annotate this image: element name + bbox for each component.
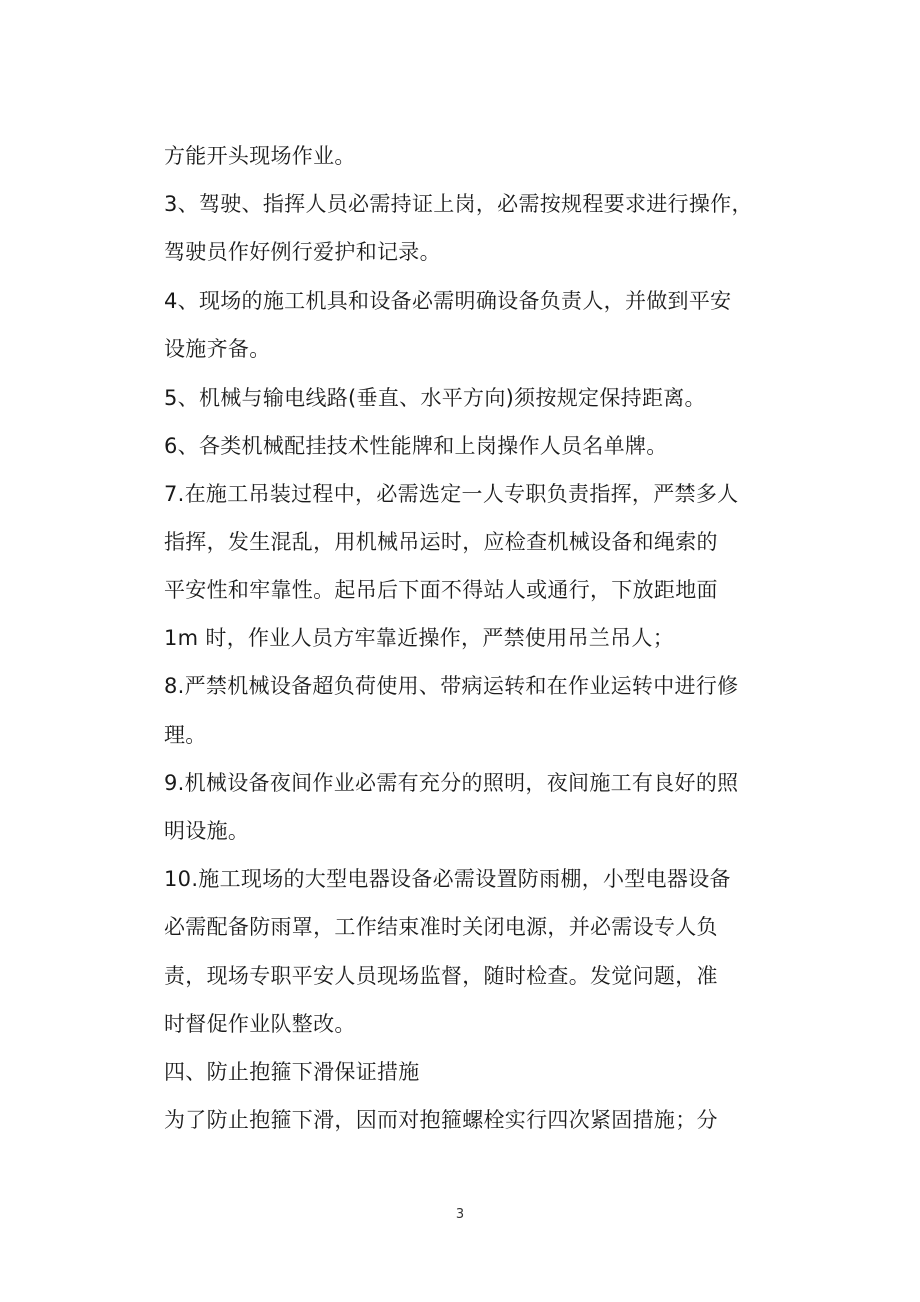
text-line: 6、各类机械配挂技术性能牌和上岗操作人员名单牌。 — [164, 434, 668, 458]
text-line: 必需配备防雨罩，工作结束准时关闭电源，并必需设专人负 — [164, 915, 718, 939]
text-line: 时督促作业队整改。 — [164, 1012, 356, 1036]
text-line: 为了防止抱箍下滑，因而对抱箍螺栓实行四次紧固措施；分 — [164, 1108, 718, 1132]
text-line: 1m 时，作业人员方牢靠近操作，严禁使用吊兰吊人； — [164, 626, 674, 650]
text-line: 明设施。 — [164, 819, 250, 843]
text-line: 10.施工现场的大型电器设备必需设置防雨棚，小型电器设备 — [164, 867, 731, 891]
text-line: 指挥，发生混乱，用机械吊运时，应检查机械设备和绳索的 — [164, 530, 718, 554]
section-heading: 四、防止抱箍下滑保证措施 — [164, 1060, 420, 1084]
text-line: 责，现场专职平安人员现场监督，随时检查。发觉问题，准 — [164, 964, 718, 988]
text-line: 7.在施工吊装过程中，必需选定一人专职负责指挥，严禁多人 — [164, 482, 739, 506]
text-line: 9.机械设备夜间作业必需有充分的照明，夜间施工有良好的照 — [164, 771, 739, 795]
text-line: 方能开头现场作业。 — [164, 144, 356, 168]
page-number: 3 — [455, 1207, 465, 1222]
text-line: 驾驶员作好例行爱护和记录。 — [164, 240, 441, 264]
text-line: 理。 — [164, 723, 207, 747]
text-line: 平安性和牢靠性。起吊后下面不得站人或通行，下放距地面 — [164, 578, 718, 602]
text-line: 4、现场的施工机具和设备必需明确设备负责人，并做到平安 — [164, 289, 732, 313]
text-line: 设施齐备。 — [164, 337, 271, 361]
text-line: 3、驾驶、指挥人员必需持证上岗，必需按规程要求进行操作， — [164, 192, 753, 216]
text-line: 5、机械与输电线路(垂直、水平方向)须按规定保持距离。 — [164, 386, 706, 410]
text-line: 8.严禁机械设备超负荷使用、带病运转和在作业运转中进行修 — [164, 674, 739, 698]
